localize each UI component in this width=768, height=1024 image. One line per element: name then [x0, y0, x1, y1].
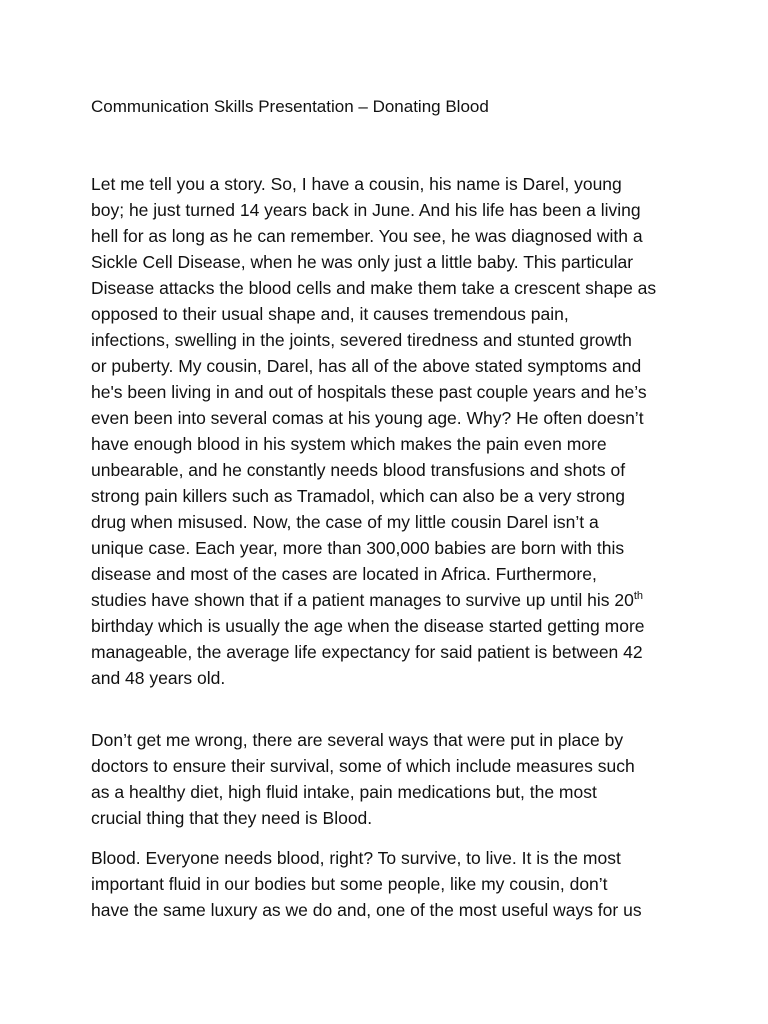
text-line-segment: studies have shown that if a patient manages to survive up until his 20: [91, 590, 634, 610]
text-line: he's been living in and out of hospitals these past couple years and he’s: [91, 382, 647, 402]
text-line: hell for as long as he can remember. You see, he was diagnosed with a: [91, 226, 643, 246]
text-line: unique case. Each year, more than 300,000 babies are born with this: [91, 538, 625, 558]
text-line: infections, swelling in the joints, severed tiredness and stunted growth: [91, 330, 632, 350]
text-line: birthday which is usually the age when the disease started getting more: [91, 616, 645, 636]
text-line: unbearable, and he constantly needs blood transfusions and shots of: [91, 460, 626, 480]
ordinal-superscript: th: [633, 590, 644, 603]
text-line: and 48 years old.: [91, 668, 226, 688]
text-line: opposed to their usual shape and, it causes tremendous pain,: [91, 304, 569, 324]
text-line: disease and most of the cases are located in Africa. Furthermore,: [91, 564, 597, 584]
text-line: Blood. Everyone needs blood, right? To survive, to live. It is the most: [91, 848, 621, 868]
text-line: drug when misused. Now, the case of my little cousin Darel isn’t a: [91, 512, 599, 532]
text-line: have the same luxury as we do and, one of the most useful ways for us: [91, 900, 642, 920]
document-title: Communication Skills Presentation – Donating Blood: [91, 97, 489, 116]
paragraph-3: [91, 845, 691, 923]
text-line: strong pain killers such as Tramadol, which can also be a very strong: [91, 486, 626, 506]
text-line: even been into several comas at his young age. Why? He often doesn’t: [91, 408, 644, 428]
text-line: manageable, the average life expectancy for said patient is between 42: [91, 642, 643, 662]
text-line: crucial thing that they need is Blood.: [91, 808, 373, 828]
text-line: important fluid in our bodies but some people, like my cousin, don’t: [91, 874, 608, 894]
text-line: Disease attacks the blood cells and make them take a crescent shape as: [91, 278, 657, 298]
text-line-with-superscript: [91, 587, 691, 613]
text-line: have enough blood in his system which makes the pain even more: [91, 434, 607, 454]
paragraph-1: [91, 171, 691, 691]
text-line: Sickle Cell Disease, when he was only just a little baby. This particular: [91, 252, 634, 272]
text-line: Don’t get me wrong, there are several ways that were put in place by: [91, 730, 624, 750]
text-line: boy; he just turned 14 years back in June. And his life has been a living: [91, 200, 641, 220]
text-line: Let me tell you a story. So, I have a cousin, his name is Darel, young: [91, 174, 622, 194]
text-line: or puberty. My cousin, Darel, has all of the above stated symptoms and: [91, 356, 642, 376]
text-line: doctors to ensure their survival, some of which include measures such: [91, 756, 635, 776]
paragraph-2: [91, 727, 691, 831]
text-line: as a healthy diet, high fluid intake, pain medications but, the most: [91, 782, 597, 802]
